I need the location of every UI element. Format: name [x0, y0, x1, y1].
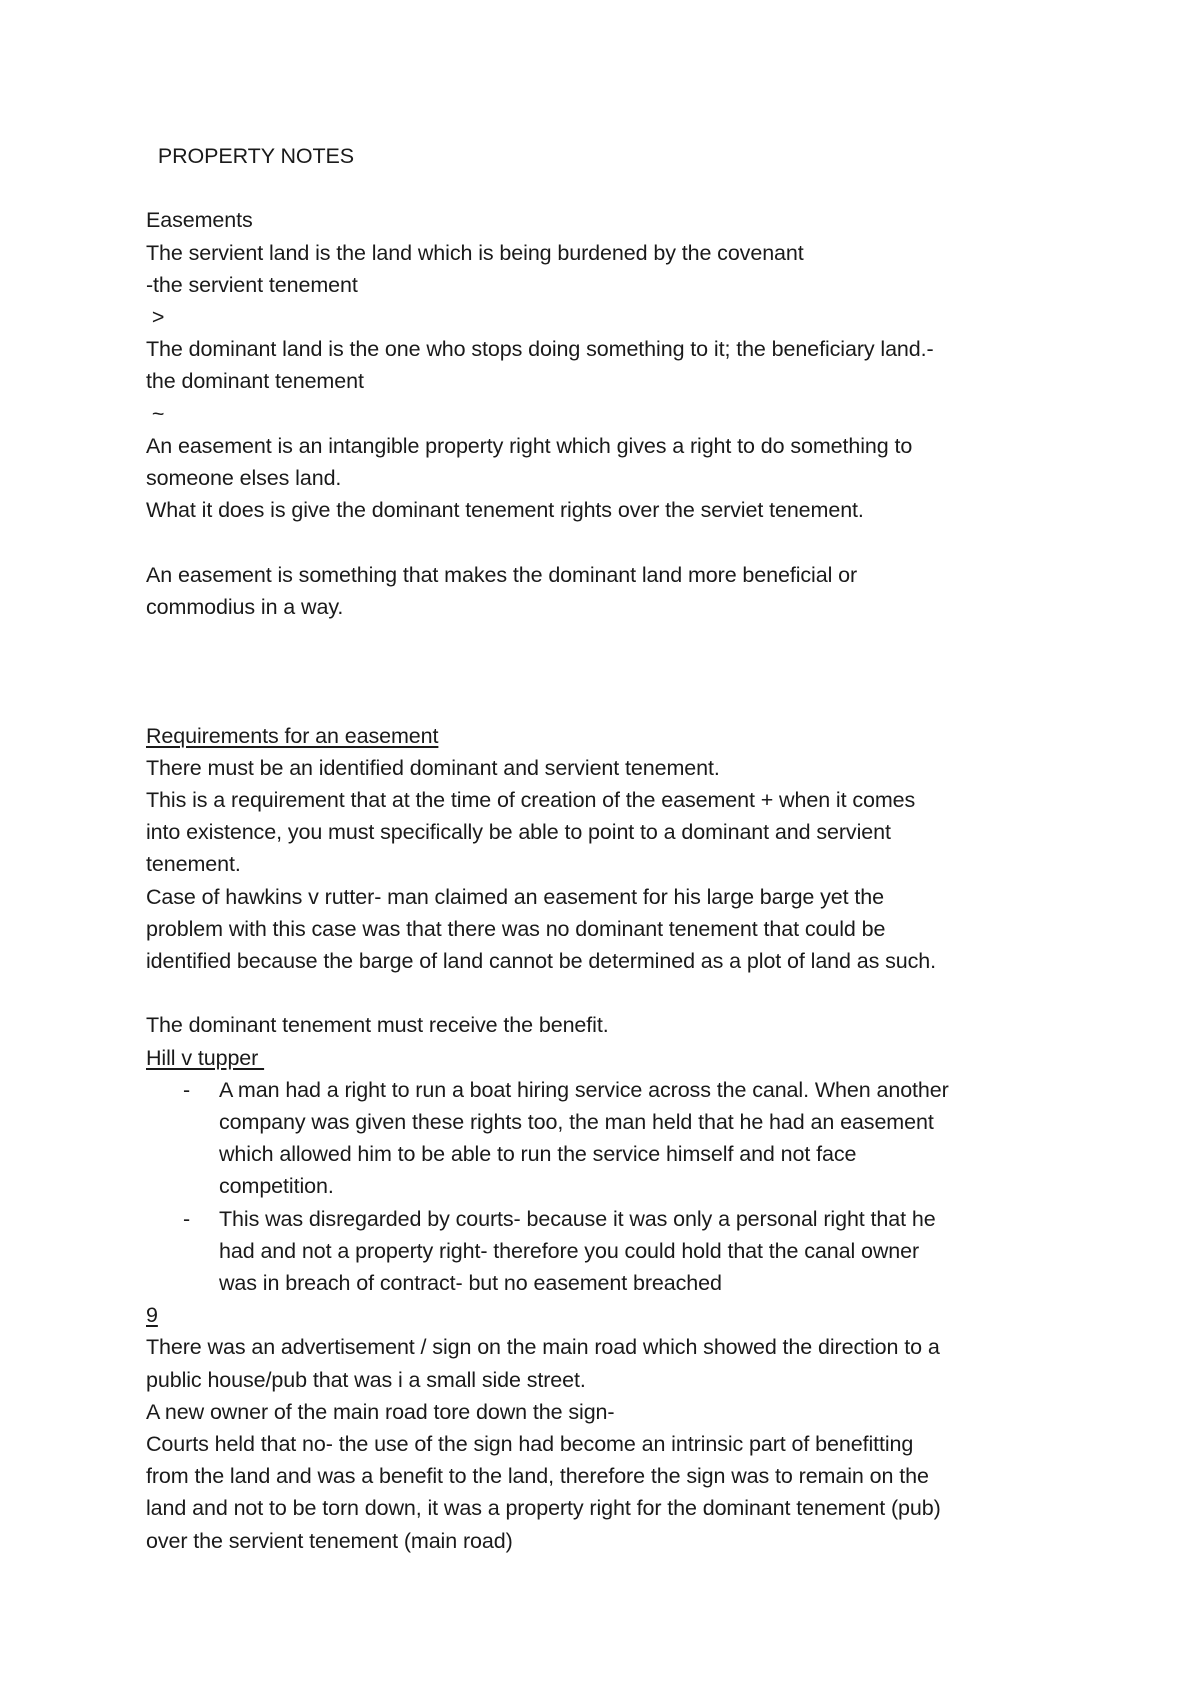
text-line: over the servient tenement (main road): [146, 1528, 513, 1553]
text-line: The dominant tenement must receive the benefit.: [146, 1013, 609, 1038]
text-line: commodius in a way.: [146, 594, 344, 619]
text-line: public house/pub that was i a small side street.: [146, 1367, 586, 1392]
text-line: from the land and was a benefit to the land, therefore the sign was to remain on the: [146, 1464, 929, 1489]
text-line: land and not to be torn down, it was a property right for the dominant tenement (pub): [146, 1496, 941, 1521]
text-line: tenement.: [146, 852, 241, 877]
text-line: The servient land is the land which is being burdened by the covenant: [146, 240, 804, 265]
text-line: An easement is something that makes the dominant land more beneficial or: [146, 562, 858, 587]
text-line: the dominant tenement: [146, 369, 364, 394]
case-heading-hill-v-tupper: Hill v tupper: [146, 1045, 265, 1070]
list-item: [146, 1203, 1086, 1300]
text-line: The dominant land is the one who stops doing something to it; the beneficiary land.-: [146, 337, 934, 362]
text-line: had and not a property right- therefore you could hold that the canal owner: [219, 1238, 920, 1263]
text-line: which allowed him to be able to run the service himself and not face: [219, 1142, 857, 1167]
bullet-list: [146, 1074, 1086, 1299]
spacer: [146, 526, 1086, 558]
bullet-dash: -: [183, 1077, 191, 1102]
text-line: company was given these rights too, the man held that he had an easement: [219, 1110, 934, 1135]
marker-9: 9: [146, 1303, 158, 1328]
text-line: Case of hawkins v rutter- man claimed an easement for his large barge yet the: [146, 884, 884, 909]
text-line: A new owner of the main road tore down the sign-: [146, 1399, 615, 1424]
text-line: problem with this case was that there was no dominant tenement that could be: [146, 916, 886, 941]
section-heading-requirements: Requirements for an easement: [146, 723, 439, 748]
spacer: [146, 623, 1086, 720]
list-item: [146, 1074, 1086, 1203]
text-line: -the servient tenement: [146, 272, 358, 297]
text-line: This was disregarded by courts- because it was only a personal right that he: [219, 1206, 936, 1231]
section-heading-easements: Easements: [146, 208, 253, 233]
text-line: was in breach of contract- but no easement breached: [219, 1271, 722, 1296]
text-line: There must be an identified dominant and servient tenement.: [146, 755, 720, 780]
text-line: This is a requirement that at the time of creation of the easement + when it comes: [146, 788, 916, 813]
text-line: into existence, you must specifically be able to point to a dominant and servient: [146, 820, 891, 845]
text-line: ~: [146, 401, 165, 426]
text-line: An easement is an intangible property right which gives a right to do something to: [146, 433, 913, 458]
text-line: Courts held that no- the use of the sign had become an intrinsic part of benefitting: [146, 1432, 914, 1457]
bullet-dash: -: [183, 1206, 191, 1231]
text-line: What it does is give the dominant tenement rights over the serviet tenement.: [146, 498, 864, 523]
text-line: identified because the barge of land cannot be determined as a plot of land as such.: [146, 949, 937, 974]
document-page: [146, 140, 1086, 1557]
text-line: competition.: [219, 1174, 334, 1199]
spacer: [146, 172, 1086, 204]
page-title: PROPERTY NOTES: [152, 144, 355, 168]
text-line: A man had a right to run a boat hiring service across the canal. When another: [219, 1077, 949, 1102]
text-line: >: [146, 305, 165, 329]
text-line: someone elses land.: [146, 466, 342, 491]
spacer: [146, 977, 1086, 1009]
text-line: There was an advertisement / sign on the main road which showed the direction to a: [146, 1335, 940, 1360]
